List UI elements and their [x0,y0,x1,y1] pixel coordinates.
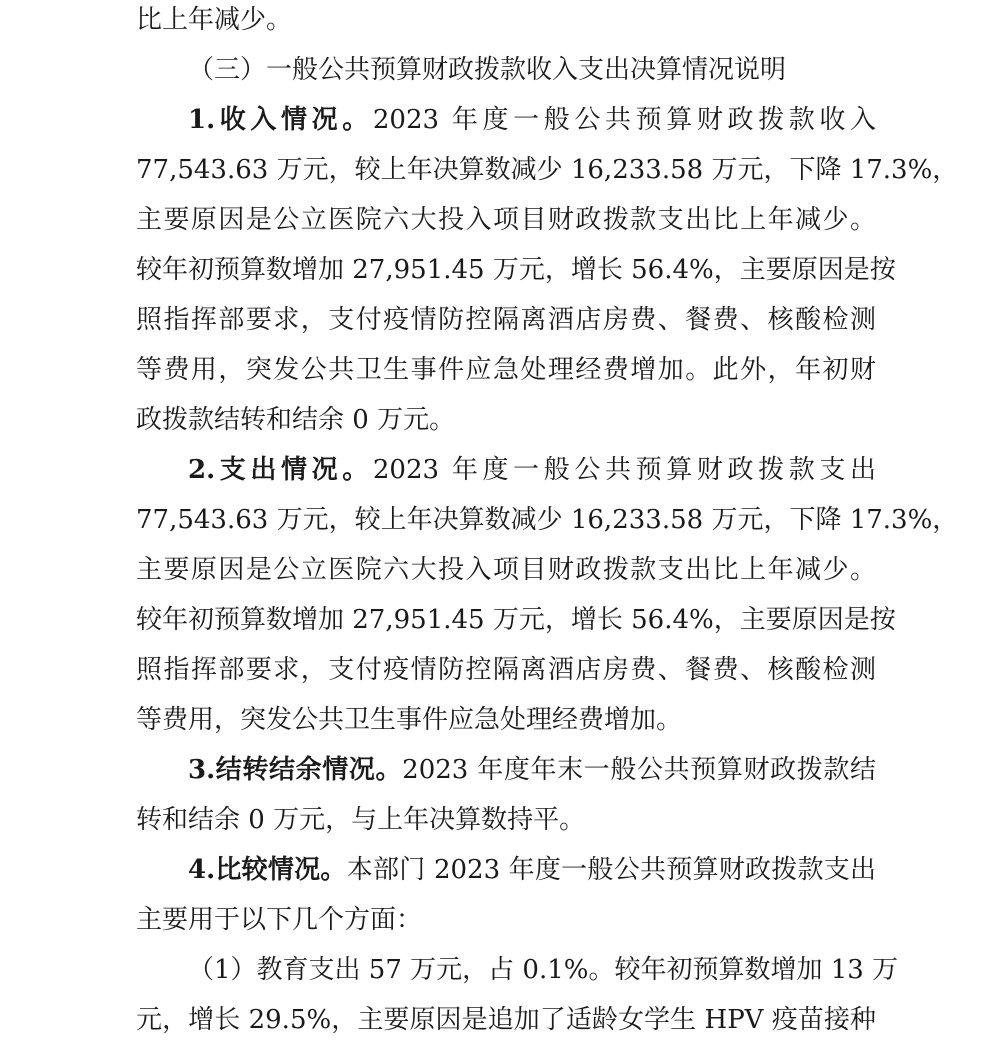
paragraph-line: 77,543.63 万元，较上年决算数减少 16,233.58 万元，下降 17.3%， [136,505,959,535]
section-heading: （三）一般公共预算财政拨款收入支出决算情况说明 [188,55,787,85]
paragraph-line: 主要原因是公立医院六大投入项目财政拨款支出比上年减少。 [136,205,876,235]
paragraph-lead: 3.结转结余情况。 [188,755,403,785]
paragraph-line: 较年初预算数增加 27,951.45 万元，增长 56.4%，主要原因是按 [136,605,896,635]
paragraph-line: 照指挥部要求，支付疫情防控隔离酒店房费、餐费、核酸检测 [136,305,876,335]
paragraph-line: 较年初预算数增加 27,951.45 万元，增长 56.4%，主要原因是按 [136,255,896,285]
paragraph-lead: 4.比较情况。 [188,855,347,885]
paragraph-lead: 2.支出情况。 [188,455,373,485]
paragraph-lead: 1.收入情况。 [188,105,373,135]
paragraph-line: （1）教育支出 57 万元，占 0.1%。较年初预算数增加 13 万 [188,955,899,985]
paragraph-line: 照指挥部要求，支付疫情防控隔离酒店房费、餐费、核酸检测 [136,655,876,685]
paragraph-line: 政拨款结转和结余 0 万元。 [136,405,456,435]
paragraph-line: 转和结余 0 万元，与上年决算数持平。 [136,805,586,835]
paragraph-line: 3.结转结余情况。2023 年度年末一般公共预算财政拨款结 [188,755,876,785]
paragraph-line: 比上年减少。 [136,5,293,35]
paragraph-line: 等费用，突发公共卫生事件应急处理经费增加。此外，年初财 [136,355,876,385]
paragraph-line: 主要用于以下几个方面： [136,905,423,935]
paragraph-line: 元，增长 29.5%，主要原因是追加了适龄女学生 HPV 疫苗接种 [136,1005,876,1035]
paragraph-line: 77,543.63 万元，较上年决算数减少 16,233.58 万元，下降 17.3%， [136,155,959,185]
paragraph-line: 主要原因是公立医院六大投入项目财政拨款支出比上年减少。 [136,555,876,585]
paragraph-line: 4.比较情况。本部门 2023 年度一般公共预算财政拨款支出 [188,855,876,885]
paragraph-line: 1.收入情况。2023 年度一般公共预算财政拨款收入 [188,105,876,135]
paragraph-line: 等费用，突发公共卫生事件应急处理经费增加。 [136,705,683,735]
paragraph-line: 2.支出情况。2023 年度一般公共预算财政拨款支出 [188,455,876,485]
